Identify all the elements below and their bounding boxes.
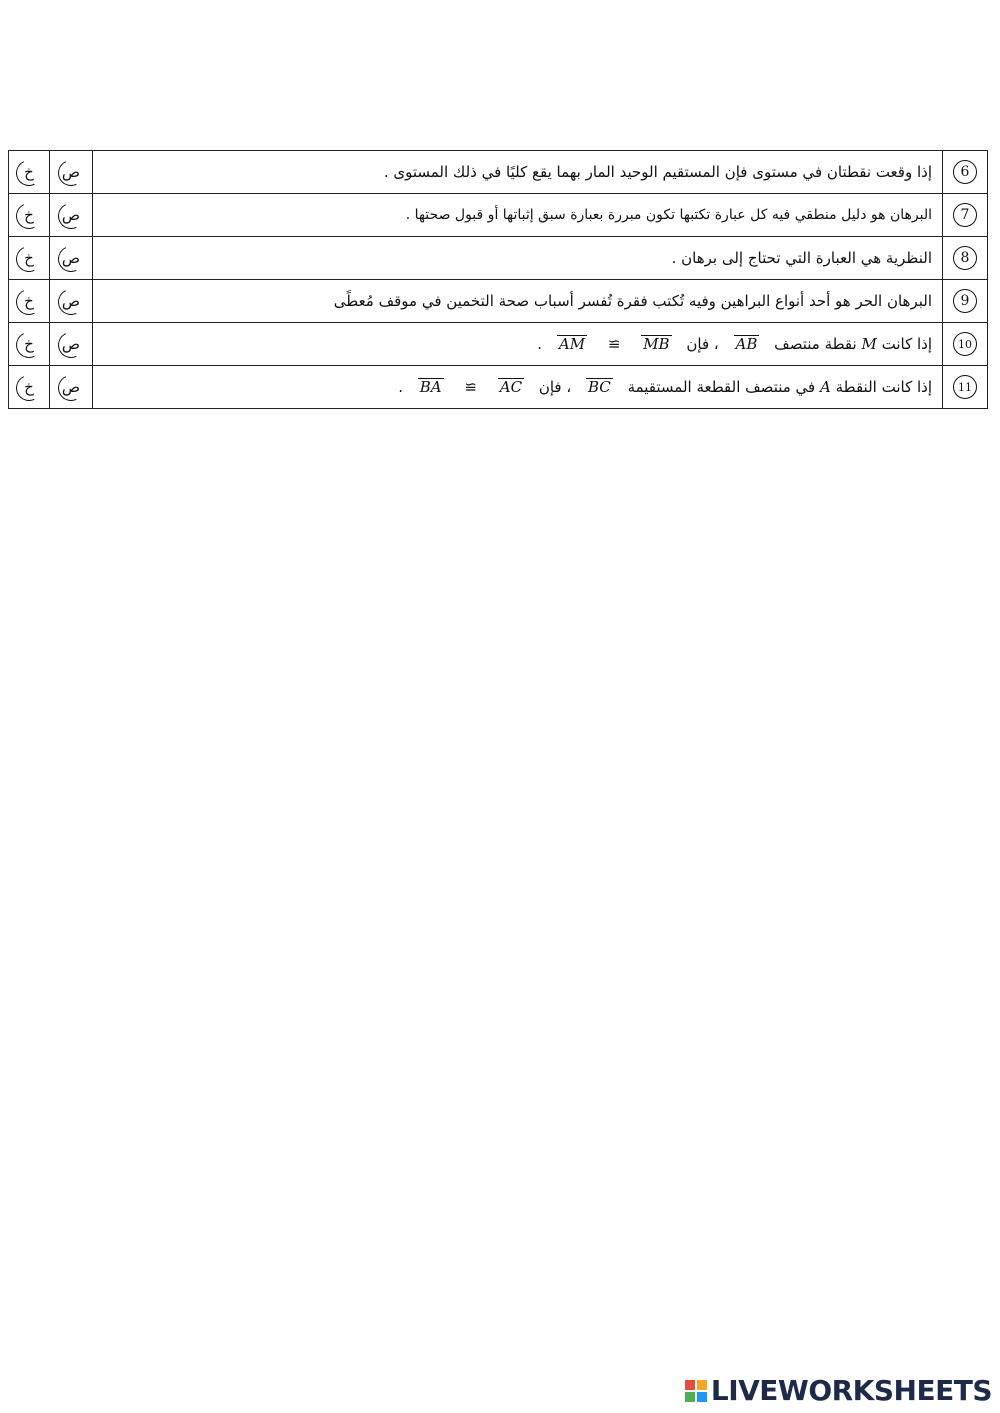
false-cell[interactable] [9, 151, 50, 194]
statement-part: ، فإن [538, 378, 572, 396]
statement-part: إذا كانت [881, 335, 932, 353]
statement-part: نقطة منتصف [774, 335, 857, 353]
true-option[interactable]: ص [56, 200, 86, 230]
statement-text: البرهان الحر هو أحد أنواع البراهين وفيه تُكتب فقرة تُفسر أسباب صحة التخمين في موقف مُعطًى [93, 280, 943, 323]
true-option[interactable]: ص [56, 286, 86, 316]
question-number-cell [943, 194, 988, 237]
segment-label: MB [643, 335, 670, 353]
statement-text: إذا وقعت نقطتان في مستوى فإن المستقيم الوحيد المار بهما يقع كليًا في ذلك المستوى . [93, 151, 943, 194]
question-number-cell [943, 366, 988, 409]
question-number-cell [943, 323, 988, 366]
segment-label: AB [735, 335, 758, 353]
statement-part: ، فإن [686, 335, 719, 353]
congruent-symbol: ≅ [607, 335, 621, 353]
segment-label: BC [588, 378, 611, 396]
question-number: 9 [953, 289, 977, 313]
true-cell[interactable] [50, 151, 93, 194]
logo-square [697, 1380, 707, 1390]
table-row [9, 151, 988, 194]
table-row [9, 366, 988, 409]
false-cell[interactable] [9, 323, 50, 366]
true-option[interactable]: ص [56, 372, 86, 402]
question-number: 8 [953, 246, 977, 270]
statement-text: النظرية هي العبارة التي تحتاج إلى برهان . [93, 237, 943, 280]
question-number: 6 [953, 160, 977, 184]
true-cell[interactable] [50, 194, 93, 237]
statement-text [93, 366, 943, 409]
statement-part: إذا كانت النقطة [835, 378, 932, 396]
true-false-table [8, 150, 988, 409]
segment-label: BA [419, 378, 442, 396]
table-row [9, 194, 988, 237]
question-number: 7 [953, 203, 977, 227]
statement-text [93, 323, 943, 366]
congruent-symbol: ≅ [464, 378, 477, 396]
point-label: M [861, 335, 877, 353]
true-option[interactable]: ص [56, 329, 86, 359]
false-cell[interactable] [9, 237, 50, 280]
true-cell[interactable] [50, 323, 93, 366]
logo-square [685, 1380, 695, 1390]
true-cell[interactable] [50, 366, 93, 409]
table-row [9, 237, 988, 280]
question-number: 10 [953, 332, 977, 356]
true-cell[interactable] [50, 237, 93, 280]
segment-label: AC [499, 378, 523, 396]
logo-square [697, 1392, 707, 1402]
point-label: A [820, 378, 831, 396]
question-number-cell [943, 151, 988, 194]
true-option[interactable]: ص [56, 243, 86, 273]
false-cell[interactable] [9, 194, 50, 237]
false-option[interactable]: خ [14, 329, 44, 359]
false-option[interactable]: خ [14, 200, 44, 230]
false-option[interactable]: خ [14, 286, 44, 316]
segment-label: AM [558, 335, 586, 353]
false-option[interactable]: خ [14, 243, 44, 273]
brand-text: LIVEWORKSHEETS [710, 1374, 992, 1407]
statement-part: . [537, 335, 543, 353]
true-cell[interactable] [50, 280, 93, 323]
table-row [9, 280, 988, 323]
logo-grid-icon [685, 1380, 707, 1402]
false-cell[interactable] [9, 280, 50, 323]
statement-part: . [398, 378, 403, 396]
true-option[interactable]: ص [56, 157, 86, 187]
statement-text: البرهان هو دليل منطقي فيه كل عبارة تكتبها تكون مبررة بعبارة سبق إثباتها أو قبول صحتها . [93, 194, 943, 237]
liveworksheets-logo[interactable] [685, 1374, 992, 1407]
question-number: 11 [953, 375, 977, 399]
false-cell[interactable] [9, 366, 50, 409]
logo-square [685, 1392, 695, 1402]
table-row [9, 323, 988, 366]
false-option[interactable]: خ [14, 157, 44, 187]
question-number-cell [943, 280, 988, 323]
question-number-cell [943, 237, 988, 280]
statement-part: في منتصف القطعة المستقيمة [627, 378, 816, 396]
false-option[interactable]: خ [14, 372, 44, 402]
